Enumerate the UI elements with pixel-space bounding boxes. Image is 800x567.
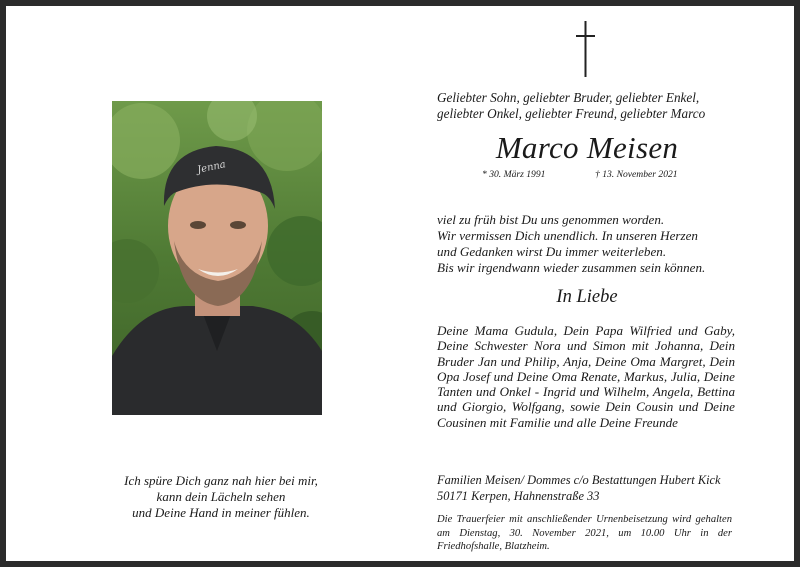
deceased-name: Marco Meisen xyxy=(495,130,679,165)
contact-address xyxy=(437,473,737,504)
portrait-photo xyxy=(112,101,322,415)
cap-script: Jenna xyxy=(196,159,227,176)
intro-line: Geliebter Sohn, geliebter Bruder, geliebter Enkel, xyxy=(437,90,700,105)
verse-line: viel zu früh bist Du uns genommen worden. xyxy=(437,212,665,227)
death-date: † 13. November 2021 xyxy=(595,169,678,180)
obituary-card xyxy=(6,6,794,561)
family-list: Deine Mama Gudula, Dein Papa Wilfried und Gaby, Deine Schwester Nora und Simon mit Johanna, Dein Bruder Jan und Philip, Anja, Deine Oma Margret, Dein Opa Josef und Deine Oma Renate, Markus, Julia, Deine Tanten und Onkel - Ingrid und Wilhelm, Angela, Bettina und Giorgio, Wolfgang, sowie Dein Cousin und Deine Cousinen mit Familie und alle Deine Freunde xyxy=(437,323,735,430)
contact-line: 50171 Kerpen, Hahnenstraße 33 xyxy=(437,488,600,503)
poem-line: und Deine Hand in meiner fühlen. xyxy=(132,505,310,520)
birth-date: * 30. März 1991 xyxy=(482,169,546,180)
verse-line: und Gedanken wirst Du immer weiterleben. xyxy=(437,244,667,259)
verse-line: Bis wir irgendwann wieder zusammen sein können. xyxy=(437,260,706,275)
contact-line: Familien Meisen/ Dommes c/o Bestattungen Hubert Kick xyxy=(437,473,721,487)
cross-icon xyxy=(575,21,597,84)
farewell-verse xyxy=(437,212,747,276)
service-details: Die Trauerfeier mit anschließender Urnenbeisetzung wird gehalten am Dienstag, 30. November 2021, um 10.00 Uhr in der Friedhofshalle, Blatzheim. xyxy=(437,514,732,552)
intro-line: geliebter Onkel, geliebter Freund, geliebter Marco xyxy=(437,106,706,121)
poem-line: kann dein Lächeln sehen xyxy=(156,489,286,504)
intro-text xyxy=(437,90,737,122)
poem-line: Ich spüre Dich ganz nah hier bei mir, xyxy=(124,473,318,488)
verse-line: Wir vermissen Dich unendlich. In unseren Herzen xyxy=(437,228,698,243)
in-liebe-heading: In Liebe xyxy=(556,287,618,307)
poem xyxy=(102,473,340,521)
